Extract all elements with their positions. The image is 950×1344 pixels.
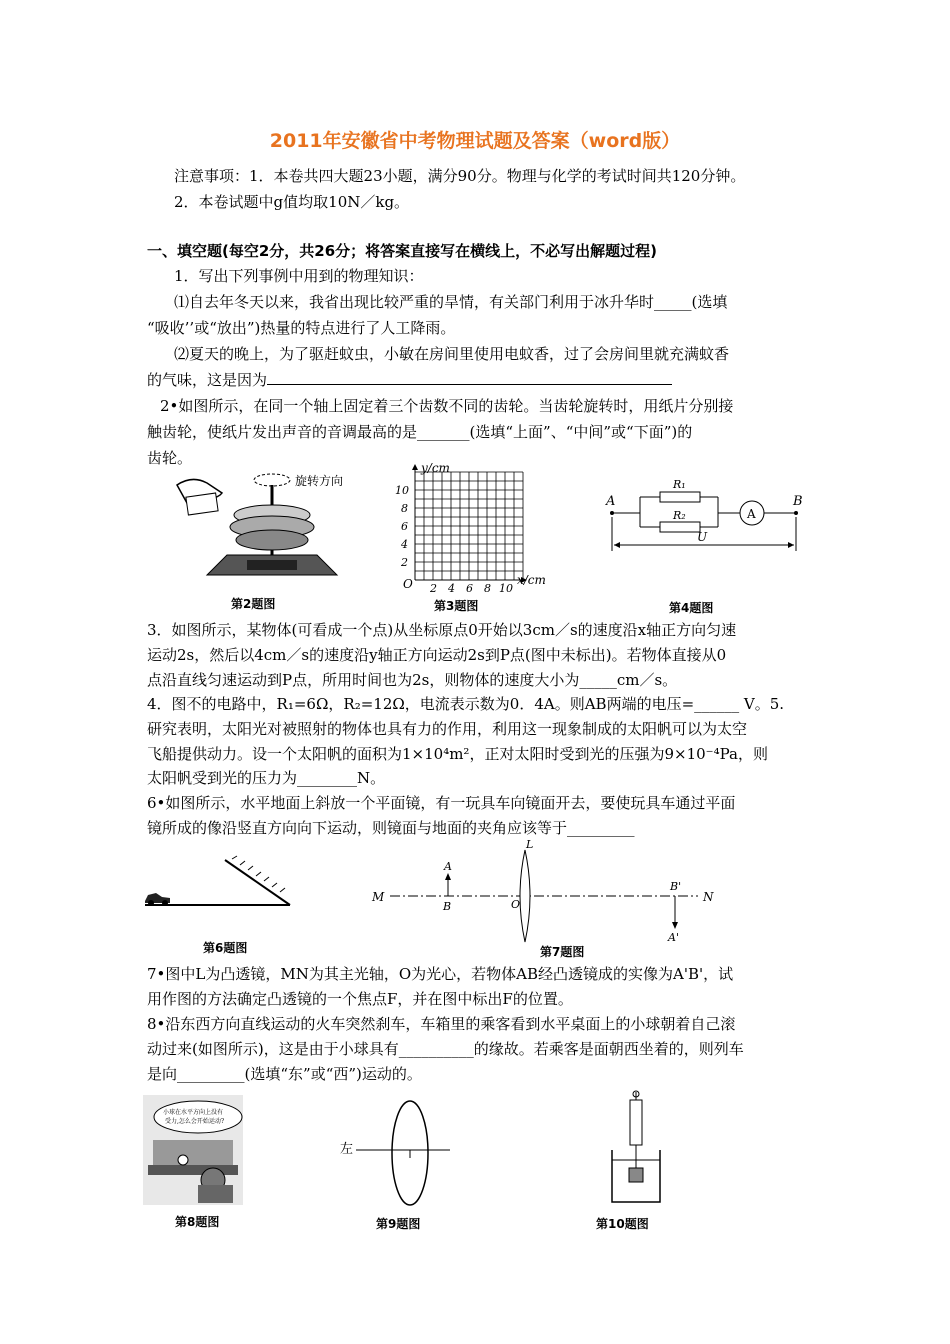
q5-line-2: 飞船提供动力。设一个太阳帆的面积为1×10⁴m²，正对太阳时受到光的压强为9×10⁻⁴Pa，则 — [147, 745, 768, 763]
fig7-O-label: O — [511, 898, 521, 911]
fig8-cartoon — [143, 1095, 243, 1205]
q2-line-1: 2•如图所示，在同一个轴上固定着三个齿数不同的齿轮。当齿轮旋转时，用纸片分别接 — [160, 397, 734, 415]
fig3-ytick: 4 — [401, 538, 408, 551]
fig7-L-label: L — [526, 838, 534, 851]
q1-b-text: 的气味，这是因为 — [147, 371, 268, 389]
q7-line-1: 7•图中L为凸透镜，MN为其主光轴，O为光心，若物体AB经凸透镜成的实像为A'B'，试 — [147, 965, 734, 983]
q5-line-3: 太阳帆受到光的压力为________N。 — [147, 769, 386, 787]
fig7-N-label: N — [703, 890, 714, 904]
q6-line-1: 6•如图所示，水平地面上斜放一个平面镜，有一玩具车向镜面开去，要使玩具车通过平面 — [147, 794, 736, 812]
fig7-Ap-label: A' — [668, 931, 679, 944]
q1-b-line-1: ⑵夏天的晚上，为了驱赶蚊虫，小敏在房间里使用电蚊香，过了会房间里就充满蚊香 — [174, 345, 730, 363]
fig3-ytick: 6 — [401, 520, 408, 533]
q8-line-1: 8•沿东西方向直线运动的火车突然刹车，车箱里的乘客看到水平桌面上的小球朝着自己滚 — [147, 1015, 736, 1033]
fig2-caption: 第2题图 — [231, 597, 276, 611]
fig4-caption: 第4题图 — [669, 601, 714, 615]
q3-line-1: 3．如图所示，某物体(可看成一个点)从坐标原点0开始以3cm／s的速度沿x轴正方向匀速 — [147, 621, 737, 639]
fig9-caption: 第9题图 — [376, 1217, 421, 1231]
fig3-ytick: 2 — [401, 556, 408, 569]
fig3-xtick: 8 — [484, 582, 491, 595]
fig8-caption: 第8题图 — [175, 1215, 220, 1229]
fig4-ammeter-label: A — [747, 507, 756, 521]
fig3-grid-chart — [385, 462, 545, 602]
q6-line-2: 镜所成的像沿竖直方向向下运动，则镜面与地面的夹角应该等于_________ — [147, 819, 635, 837]
fig9-left-label: 左 — [340, 1142, 354, 1157]
fig3-xtick: 4 — [448, 582, 455, 595]
notes-line-1: 注意事项：1．本卷共四大题23小题，满分90分。物理与化学的考试时间共120分钟。 — [174, 167, 746, 185]
q1-intro: 1．写出下列事例中用到的物理知识： — [174, 267, 424, 285]
fig2-gears — [147, 465, 347, 595]
fig4-circuit — [600, 475, 810, 585]
q1-a-line-1: ⑴自去年冬天以来，我省出现比较严重的旱情，有关部门利用于冰升华时_____(选填 — [174, 293, 728, 311]
fig10-beaker — [608, 1090, 668, 1208]
fig3-ytick: 8 — [401, 502, 408, 515]
q2-line-3: 齿轮。 — [147, 449, 193, 467]
fig8-bubble-2: 受力,怎么会开始运动? — [165, 1118, 225, 1125]
q5-line-1: 研究表明，太阳光对被照射的物体也具有力的作用，利用这一现象制成的太阳帆可以为太空 — [147, 720, 748, 738]
fig7-M-label: M — [372, 890, 385, 904]
notes-line-2: 2．本卷试题中g值均取10N／kg。 — [174, 193, 410, 211]
fig3-ytick: 10 — [395, 484, 409, 497]
fig7-caption: 第7题图 — [540, 945, 585, 959]
fig2-label: 旋转方向 — [295, 474, 344, 488]
fig4-R2-label: R₂ — [673, 509, 686, 522]
fig8-bubble-1: 小球在水平方向上没有 — [163, 1109, 224, 1116]
fig6-caption: 第6题图 — [203, 941, 248, 955]
fig3-caption: 第3题图 — [434, 599, 479, 613]
fig10-caption: 第10题图 — [596, 1217, 649, 1231]
fig3-xtick: 2 — [430, 582, 437, 595]
q8-line-3: 是向_________(选填“东”或“西”)运动的。 — [147, 1065, 422, 1083]
fig3-xtick: 10 — [499, 582, 513, 595]
fig7-B-label: B — [443, 900, 452, 913]
q8-line-2: 动过来(如图所示)，这是由于小球具有__________的缘故。若乘客是面朝西坐着的，则列车 — [147, 1040, 744, 1058]
fig4-B-label: B — [793, 494, 803, 509]
fig3-xlabel: x/cm — [517, 573, 546, 587]
fig3-xtick: 6 — [466, 582, 473, 595]
q4-line-1: 4．图不的电路中，R₁=6Ω，R₂=12Ω，电流表示数为0．4A。则AB两端的电压=______ V。5. — [147, 695, 785, 713]
fig4-R1-label: R₁ — [673, 478, 686, 491]
fig7-Bp-label: B' — [670, 880, 682, 893]
q7-line-2: 用作图的方法确定凸透镜的一个焦点F，并在图中标出F的位置。 — [147, 990, 573, 1008]
page-title: 2011年安徽省中考物理试题及答案（word版） — [269, 130, 681, 152]
fig3-origin: O — [403, 577, 413, 591]
fig7-lens — [370, 838, 720, 943]
fig3-gridlines — [415, 472, 523, 580]
fig4-U-label: U — [697, 530, 708, 544]
fig6-mirror-car — [140, 855, 310, 915]
q1-a-line-2: “吸收’’或“放出”)热量的特点进行了人工降雨。 — [147, 319, 456, 337]
section-heading: 一、填空题(每空2分，共26分；将答案直接写在横线上，不必写出解题过程) — [147, 242, 658, 260]
fig7-A-label: A — [444, 860, 452, 873]
answer-blank — [267, 370, 672, 385]
q3-line-2: 运动2s，然后以4cm／s的速度沿y轴正方向运动2s到P点(图中未标出)。若物体直接从0 — [147, 646, 727, 664]
q2-line-2: 触齿轮，使纸片发出声音的音调最高的是_______(选填“上面”、“中间”或“下面”)的 — [147, 423, 693, 441]
fig4-A-label: A — [606, 494, 616, 509]
q3-line-3: 点沿直线匀速运动到P点，所用时间也为2s，则物体的速度大小为_____cm／s。 — [147, 671, 678, 689]
q1-b-line-2 — [147, 370, 672, 390]
fig9-ring — [340, 1098, 460, 1213]
fig3-ylabel: y/cm — [421, 461, 450, 475]
